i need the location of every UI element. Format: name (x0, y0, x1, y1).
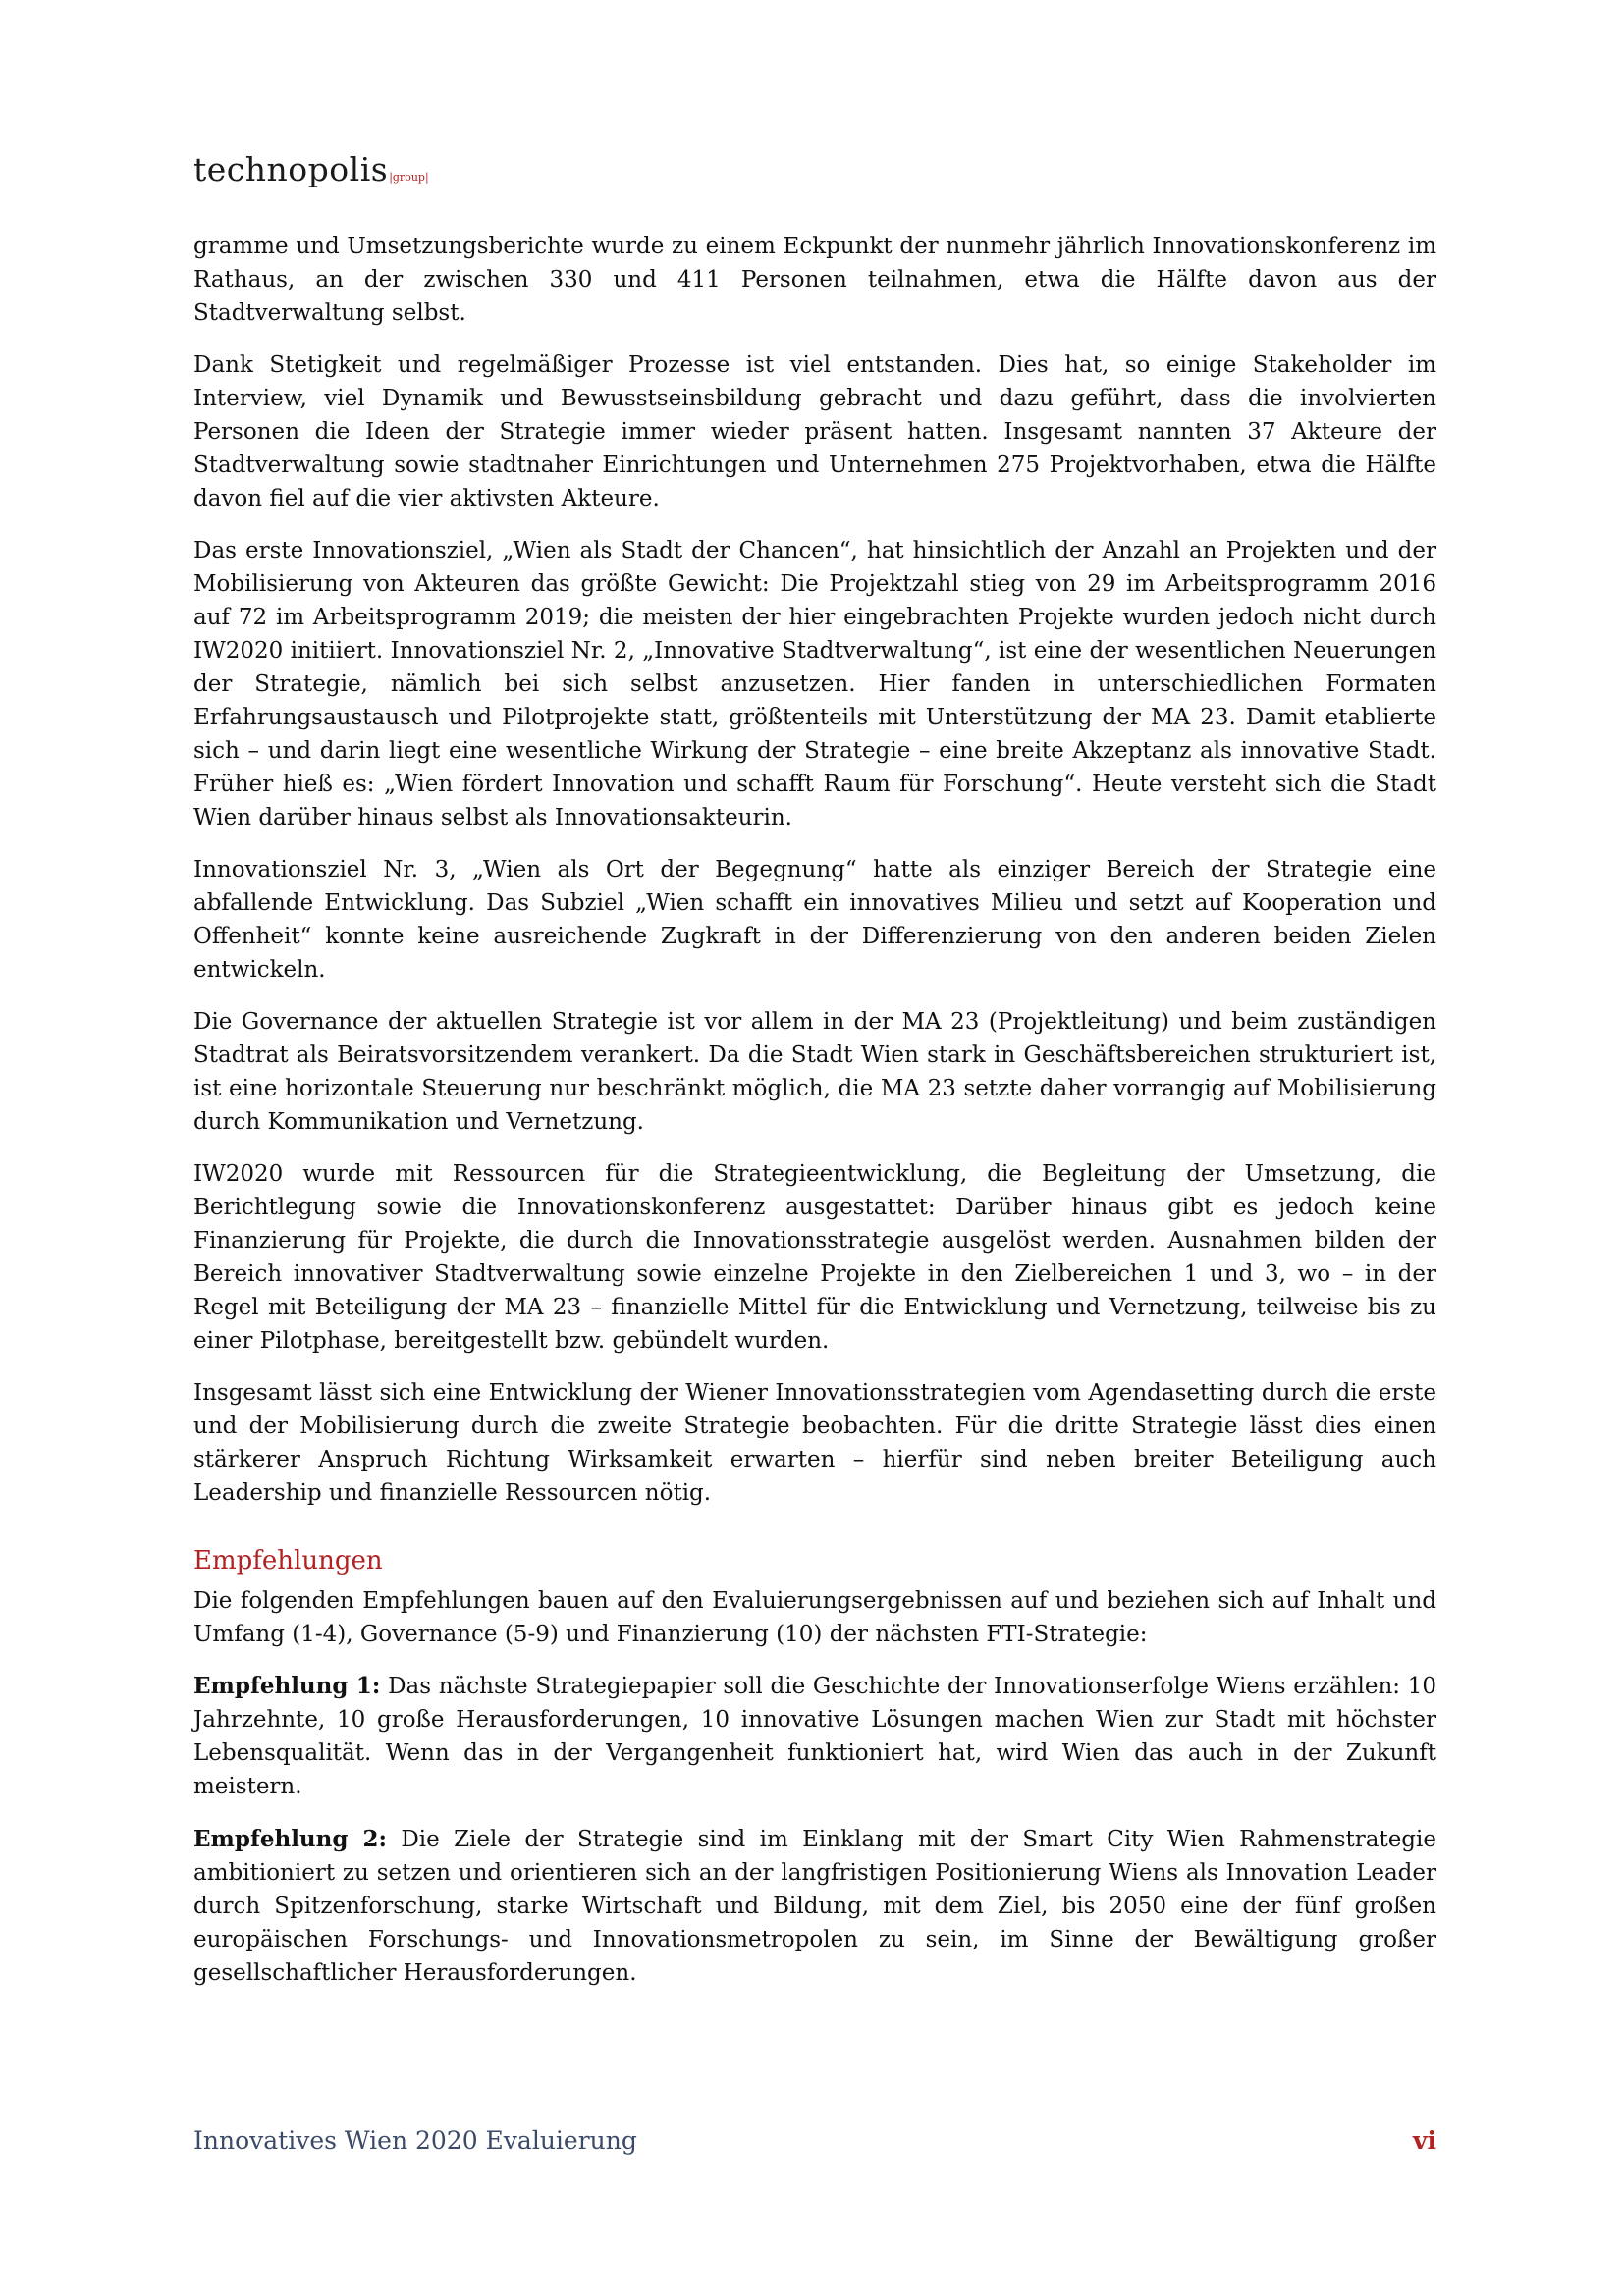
recommendation-1-label: Empfehlung 1: (193, 1673, 381, 1699)
paragraph-2: Dank Stetigkeit und regelmäßiger Prozesse ist viel entstanden. Dies hat, so einige Stakeholder im Interview, viel Dynamik und Bewusstseinsbildung gebracht und dazu geführt, dass die involvierten Personen die Ideen der Strategie immer wieder präsent hatten. Insgesamt nannten 37 Akteure der Stadtverwaltung sowie stadtnaher Einrichtungen und Unternehmen 275 Projektvorhaben, etwa die Hälfte davon fiel auf die vier aktivsten Akteure. (193, 352, 1436, 511)
recommendation-2 (193, 1823, 1436, 1990)
page-body (193, 230, 1436, 2009)
page-footer (193, 2126, 1436, 2155)
paragraph-4: Innovationsziel Nr. 3, „Wien als Ort der Begegnung“ hatte als einziger Bereich der Strategie eine abfallende Entwicklung. Das Subziel „Wien schafft ein innovatives Milieu und setzt auf Kooperation und Offenheit“ konnte keine ausreichende Zugkraft in der Differenzierung von den anderen beiden Zielen entwickeln. (193, 857, 1436, 983)
section-intro: Die folgenden Empfehlungen bauen auf den Evaluierungsergebnissen auf und beziehen sich auf Inhalt und Umfang (1-4), Governance (5-9) und Finanzierung (10) der nächsten FTI-Strategie: (193, 1588, 1436, 1647)
recommendation-1-text: Das nächste Strategiepapier soll die Geschichte der Innovationserfolge Wiens erzählen: 10 Jahrzehnte, 10 große Herausforderungen, 10 innovative Lösungen machen Wien zur Stadt mit höchster Lebensqualität. Wenn das in der Vergangenheit funktioniert hat, wird Wien das auch in der Zukunft meistern. (193, 1674, 1436, 1799)
footer-title: Innovatives Wien 2020 Evaluierung (193, 2126, 637, 2155)
logo-text: technopolis (193, 150, 389, 188)
recommendation-2-text: Die Ziele der Strategie sind im Einklang mit der Smart City Wien Rahmenstrategie ambitioniert zu setzen und orientieren sich an der langfristigen Positionierung Wiens als Innovation Leader durch Spitzenforschung, starke Wirtschaft und Bildung, mit dem Ziel, bis 2050 eine der fünf großen europäischen Forschungs- und Innovationsmetropolen zu sein, im Sinne der Bewältigung großer gesellschaftlicher Herausforderungen. (193, 1827, 1437, 1986)
recommendation-1 (193, 1670, 1436, 1803)
paragraph-7: Insgesamt lässt sich eine Entwicklung der Wiener Innovationsstrategien vom Agendasetting durch die erste und der Mobilisierung durch die zweite Strategie beobachten. Für die dritte Strategie lässt dies einen stärkerer Anspruch Richtung Wirksamkeit erwarten – hierfür sind neben breiter Beteiligung auch Leadership und finanzielle Ressourcen nötig. (193, 1380, 1436, 1506)
paragraph-3: Das erste Innovationsziel, „Wien als Stadt der Chancen“, hat hinsichtlich der Anzahl an Projekten und der Mobilisierung von Akteuren das größte Gewicht: Die Projektzahl stieg von 29 im Arbeitsprogramm 2016 auf 72 im Arbeitsprogramm 2019; die meisten der hier eingebrachten Projekte wurden jedoch nicht durch IW2020 initiiert. Innovationsziel Nr. 2, „Innovative Stadtverwaltung“, ist eine der wesentlichen Neuerungen der Strategie, nämlich bei sich selbst anzusetzen. Hier fanden in unterschiedlichen Formaten Erfahrungsaustausch und Pilotprojekte statt, größtenteils mit Unterstützung der MA 23. Damit etablierte sich – und darin liegt eine wesentliche Wirkung der Strategie – eine breite Akzeptanz als innovative Stadt. Früher hieß es: „Wien fördert Innovation und schafft Raum für Forschung“. Heute versteht sich die Stadt Wien darüber hinaus selbst als Innovationsakteurin. (193, 538, 1436, 830)
technopolis-logo (193, 150, 429, 188)
paragraph-6: IW2020 wurde mit Ressourcen für die Strategieentwicklung, die Begleitung der Umsetzung, die Berichtlegung sowie die Innovationskonferenz ausgestattet: Darüber hinaus gibt es jedoch keine Finanzierung für Projekte, die durch die Innovationsstrategie ausgelöst werden. Ausnahmen bilden der Bereich innovativer Stadtverwaltung sowie einzelne Projekte in den Zielbereichen 1 und 3, wo – in der Regel mit Beteiligung der MA 23 – finanzielle Mittel für die Entwicklung und Vernetzung, teilweise bis zu einer Pilotphase, bereitgestellt bzw. gebündelt wurden. (193, 1161, 1436, 1354)
paragraph-1: gramme und Umsetzungsberichte wurde zu einem Eckpunkt der nunmehr jährlich Innovationskonferenz im Rathaus, an der zwischen 330 und 411 Personen teilnahmen, etwa die Hälfte davon aus der Stadtverwaltung selbst. (193, 234, 1436, 326)
recommendation-2-label: Empfehlung 2: (193, 1826, 387, 1852)
page-number: vi (1412, 2126, 1436, 2155)
paragraph-5: Die Governance der aktuellen Strategie ist vor allem in der MA 23 (Projektleitung) und beim zuständigen Stadtrat als Beiratsvorsitzendem verankert. Da die Stadt Wien stark in Geschäftsbereichen strukturiert ist, ist eine horizontale Steuerung nur beschränkt möglich, die MA 23 setzte daher vorrangig auf Mobilisierung durch Kommunikation und Vernetzung. (193, 1009, 1436, 1135)
logo-subtext: |group| (389, 171, 429, 184)
section-heading: Empfehlungen (193, 1546, 383, 1575)
